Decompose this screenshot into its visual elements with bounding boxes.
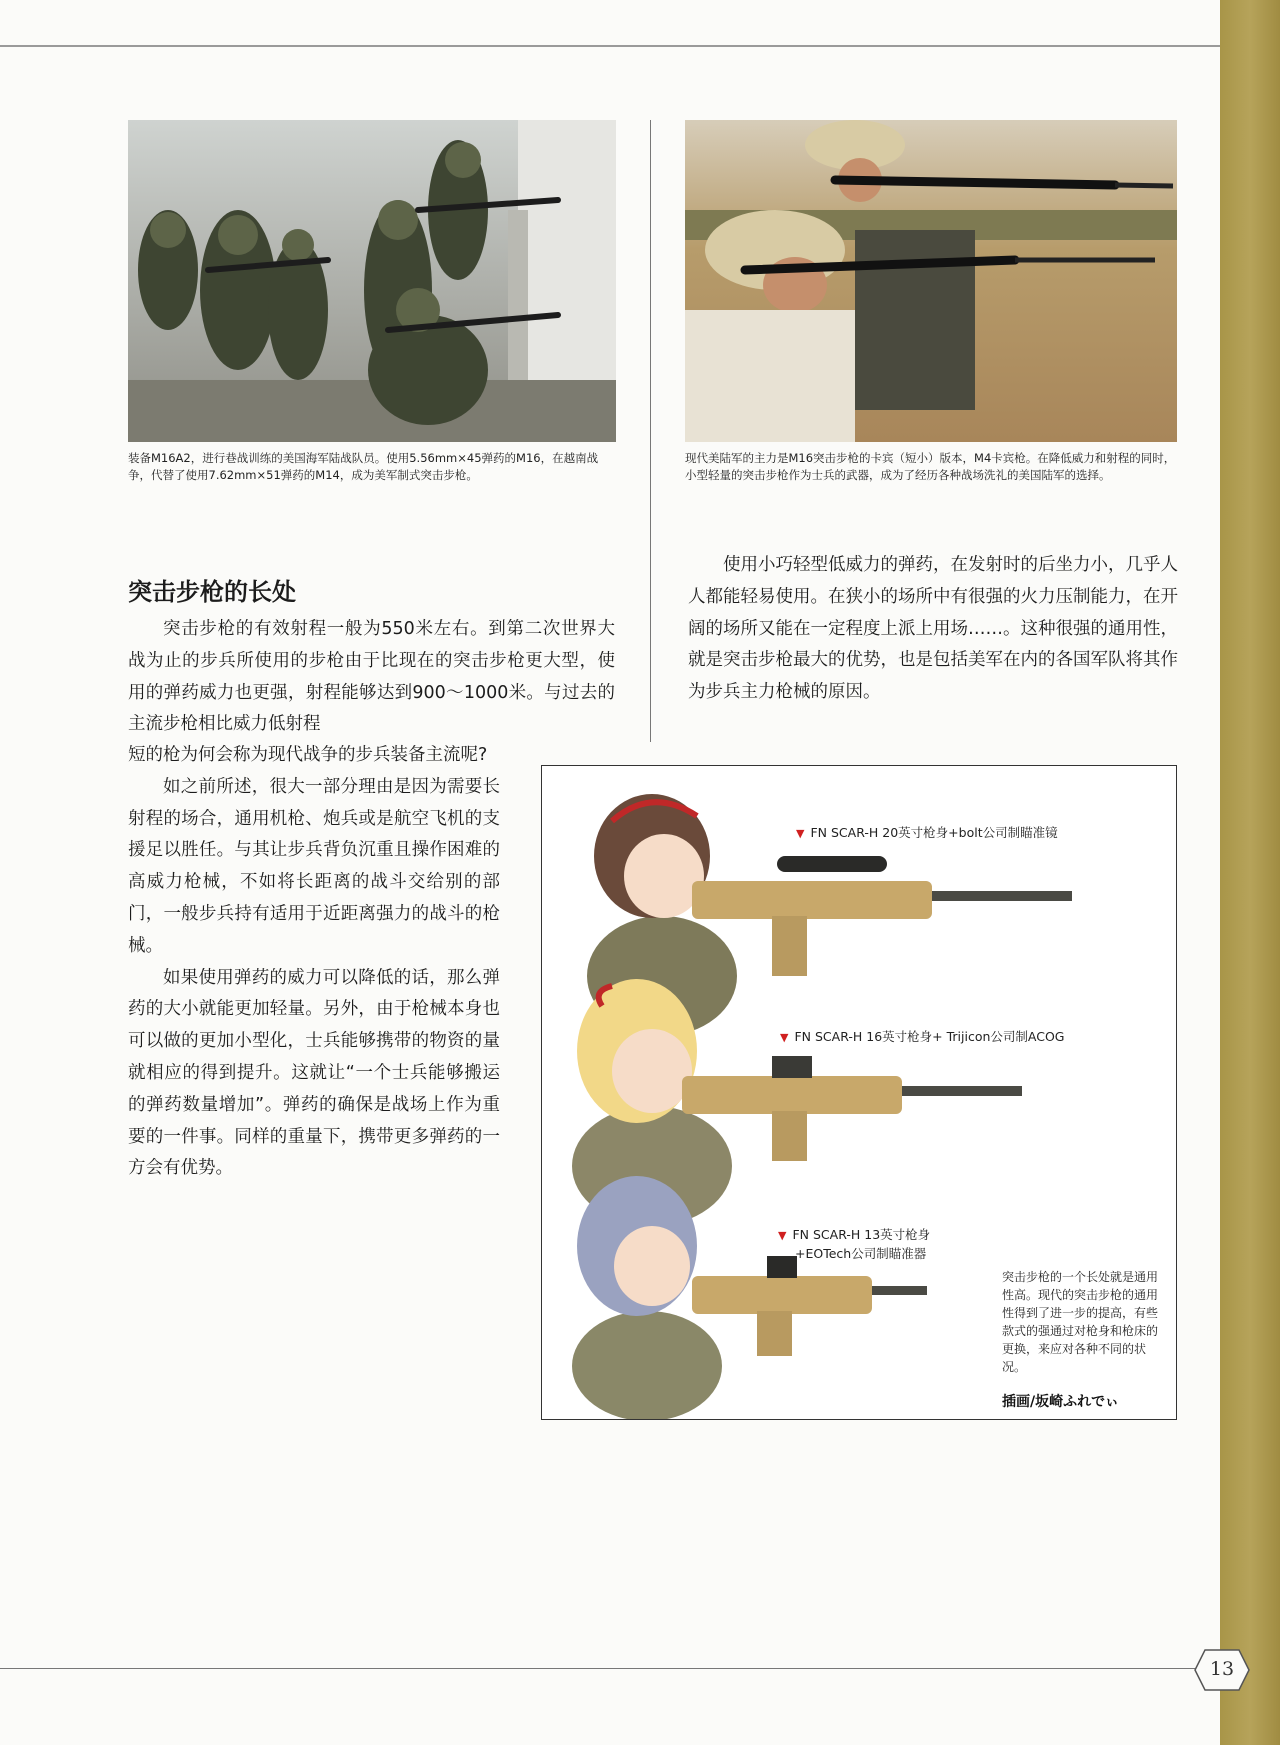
right-column-text bbox=[688, 550, 1178, 709]
paragraph-text: 突击步枪的有效射程一般为550米左右。到第二次世界大战为止的步兵所使用的步枪由于比现在的突击步枪更大型，使用的弹药威力也更强，射程能够达到900～1000米。与过去的主流步枪相比威力低射程 bbox=[128, 619, 615, 735]
column-divider bbox=[650, 120, 651, 742]
rifle-1-label: ▼ FN SCAR-H 20英寸枪身+bolt公司制瞄准镜 bbox=[796, 825, 1058, 840]
rifle-2 bbox=[682, 1056, 1022, 1161]
photo-marines-urban-training bbox=[128, 120, 616, 442]
rifle-1 bbox=[692, 856, 1072, 976]
page-edge-band bbox=[1220, 0, 1280, 1745]
paragraph-text: 如果使用弹药的威力可以降低的话，那么弹药的大小就能更加轻量。另外，由于枪械本身也可以做的更加小型化，士兵能够携带的物资的量就相应的得到提升。这就让“一个士兵能够搬运的弹药数量增加”。弹药的确保是战场上作为重要的一件事。同样的重量下，携带更多弹药的一方会有优势。 bbox=[128, 967, 500, 1179]
scar-h-illustration bbox=[541, 765, 1177, 1420]
paragraph-text: 如之前所述，很大一部分理由是因为需要长射程的场合，通用机枪、炮兵或是航空飞机的支援足以胜任。与其让步兵背负沉重且操作困难的高威力枪械，不如将长距离的战斗交给别的部门，一般步兵持有适用于近距离强力的战斗的枪械。 bbox=[128, 776, 500, 956]
rifle-3-label: ▼ FN SCAR-H 13英寸枪身 +EOTech公司制瞄准器 bbox=[778, 1227, 931, 1261]
photo-soldiers-firing-m4 bbox=[685, 120, 1177, 442]
page-number: 13 bbox=[1209, 1658, 1235, 1680]
paragraph-text: 短的枪为何会称为现代战争的步兵装备主流呢? bbox=[128, 745, 488, 765]
left-column-narrow-text bbox=[128, 740, 500, 1185]
illustration-credit: 插画/坂崎ふれでぃ bbox=[1002, 1394, 1119, 1410]
top-rule bbox=[0, 45, 1220, 47]
section-title: 突击步枪的长处 bbox=[128, 578, 296, 606]
rifle-2-label: ▼ FN SCAR-H 16英寸枪身+ Trijicon公司制ACOG bbox=[780, 1029, 1065, 1044]
rifle-3 bbox=[692, 1256, 927, 1356]
red-triangle-icon: ▼ bbox=[780, 1031, 789, 1044]
red-triangle-icon: ▼ bbox=[796, 827, 805, 840]
illustration-note: 突击步枪的一个长处就是通用性高。现代的突击步枪的通用性得到了进一步的提高，有些款式的强通过对枪身和枪床的更换，来应对各种不同的状况。 bbox=[1002, 1270, 1159, 1374]
page-number-badge bbox=[1193, 1648, 1251, 1692]
photo2-caption: 现代美陆军的主力是M16突击步枪的卡宾（短小）版本，M4卡宾枪。在降低威力和射程的同时，小型轻量的突击步枪作为士兵的武器，成为了经历各种战场洗礼的美国陆军的选择。 bbox=[685, 451, 1176, 482]
bottom-rule bbox=[0, 1668, 1200, 1669]
red-triangle-icon: ▼ bbox=[778, 1229, 787, 1242]
paragraph-text: 使用小巧轻型低威力的弹药，在发射时的后坐力小，几乎人人都能轻易使用。在狭小的场所中有很强的火力压制能力，在开阔的场所又能在一定程度上派上用场……。这种很强的通用性，就是突击步枪最大的优势，也是包括美军在内的各国军队将其作为步兵主力枪械的原因。 bbox=[688, 555, 1178, 703]
left-column-paragraph-1-top bbox=[128, 614, 615, 741]
photo1-caption: 装备M16A2，进行巷战训练的美国海军陆战队员。使用5.56mm×45弹药的M16，在越南战争，代替了使用7.62mm×51弹药的M14，成为美军制式突击步枪。 bbox=[128, 451, 599, 482]
